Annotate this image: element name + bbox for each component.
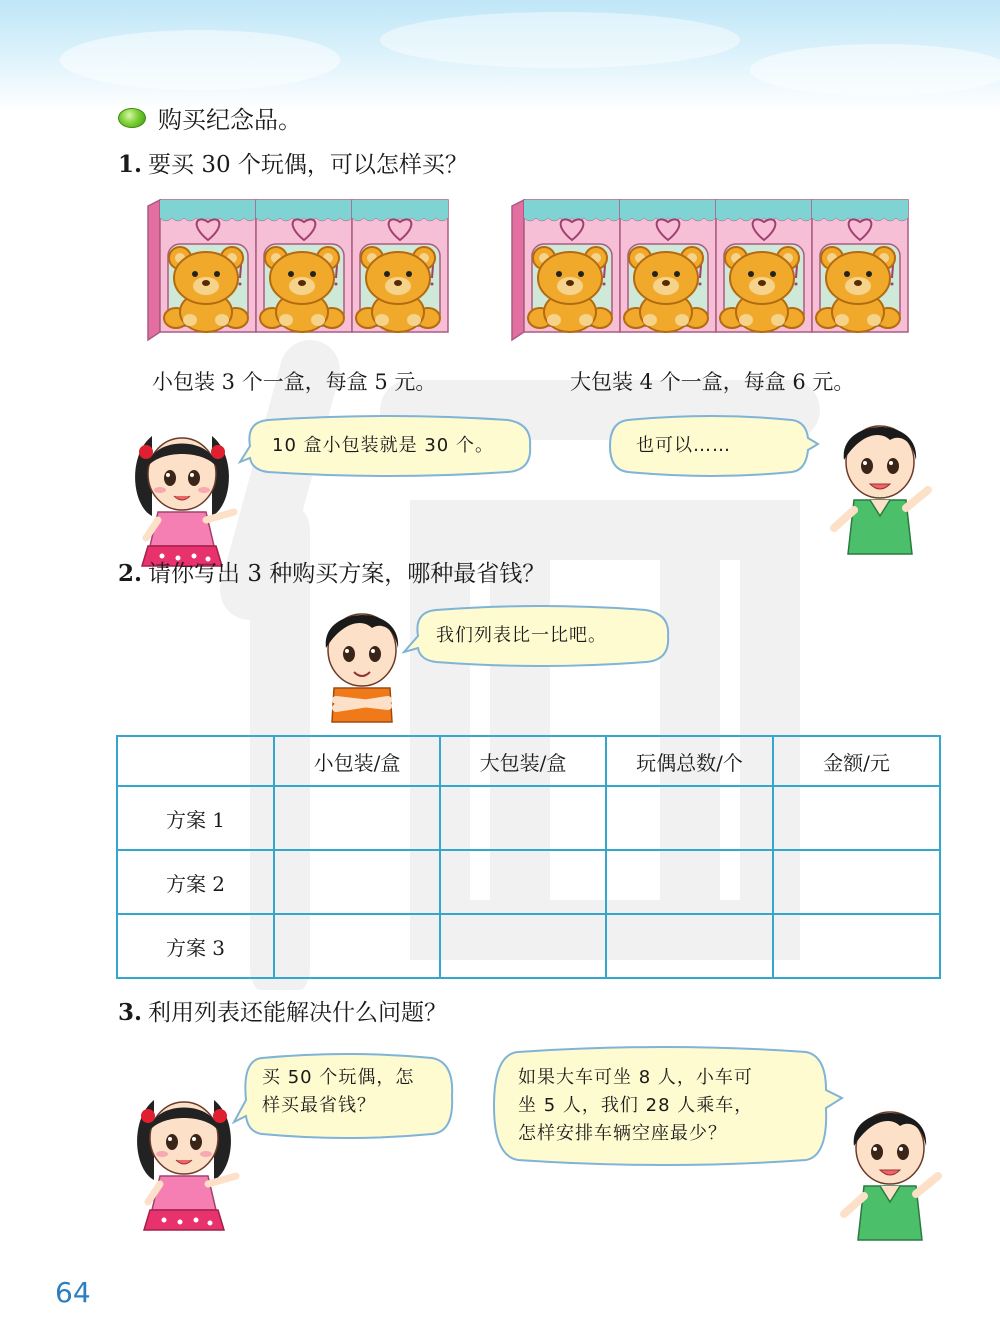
table-header-row [117,736,940,786]
table-header-cell: 小包装/盒 [274,736,440,786]
row-label: 方案 2 [117,850,274,914]
question-2-text: 请你写出 3 种购买方案，哪种最省钱？ [148,561,546,587]
question-2-number: 2. [118,560,143,587]
answer-cell[interactable] [773,786,940,850]
answer-cell[interactable] [606,786,773,850]
question-3 [118,994,447,1027]
question-1-text: 要买 30 个玩偶，可以怎样买？ [148,152,468,178]
table-header-cell: 金额/元 [773,736,940,786]
green-bullet-icon [118,108,146,128]
section-title-text: 购买纪念品。 [158,106,302,134]
answer-cell[interactable] [440,914,606,978]
boy-speech-3-line: 坐 5 人，我们 28 人乘车， [518,1095,754,1116]
answer-cell[interactable] [440,786,606,850]
boy-character-3 [830,1090,950,1246]
table-header-cell: 玩偶总数/个 [606,736,773,786]
large-package-boxes [510,198,920,346]
page-number: 64 [55,1276,91,1309]
boy-speech-3 [518,1064,753,1148]
question-1-number: 1. [118,151,143,178]
question-1 [118,146,468,179]
sky-header [0,0,1000,110]
table-row [117,914,940,978]
answer-cell[interactable] [440,850,606,914]
large-package-caption: 大包装 4 个一盒，每盒 6 元。 [570,370,855,394]
girl-character-2 [124,1080,244,1236]
small-package-boxes [146,198,466,346]
question-3-text: 利用列表还能解决什么问题？ [148,1000,448,1026]
answer-cell[interactable] [606,850,773,914]
row-label: 方案 3 [117,914,274,978]
answer-cell[interactable] [274,914,440,978]
girl-speech-1: 10 盒小包装就是 30 个。 [272,435,494,456]
girl-speech-2-line: 买 50 个玩偶，怎 [262,1067,415,1088]
small-package-caption: 小包装 3 个一盒，每盒 5 元。 [152,370,437,394]
plan-table [116,735,941,979]
table-header-cell [117,736,274,786]
girl-character-1 [122,416,242,572]
boy-speech-3-line: 如果大车可坐 8 人，小车可 [518,1067,753,1088]
answer-cell[interactable] [773,914,940,978]
answer-cell[interactable] [606,914,773,978]
boy-speech-2: 我们列表比一比吧。 [436,625,607,646]
table-row [117,786,940,850]
question-3-number: 3. [118,999,143,1026]
cloud-decoration [0,0,1000,110]
section-title [118,100,302,135]
answer-cell[interactable] [773,850,940,914]
boy-character-1 [820,404,940,560]
boy-speech-1: 也可以…… [636,435,731,456]
table-header-cell: 大包装/盒 [440,736,606,786]
girl-speech-2-line: 样买最省钱？ [262,1095,376,1116]
answer-cell[interactable] [274,786,440,850]
answer-cell[interactable] [274,850,440,914]
boy-speech-3-line: 怎样安排车辆空座最少？ [518,1123,727,1144]
question-2 [118,555,545,588]
row-label: 方案 1 [117,786,274,850]
girl-speech-2 [262,1064,414,1120]
table-row [117,850,940,914]
